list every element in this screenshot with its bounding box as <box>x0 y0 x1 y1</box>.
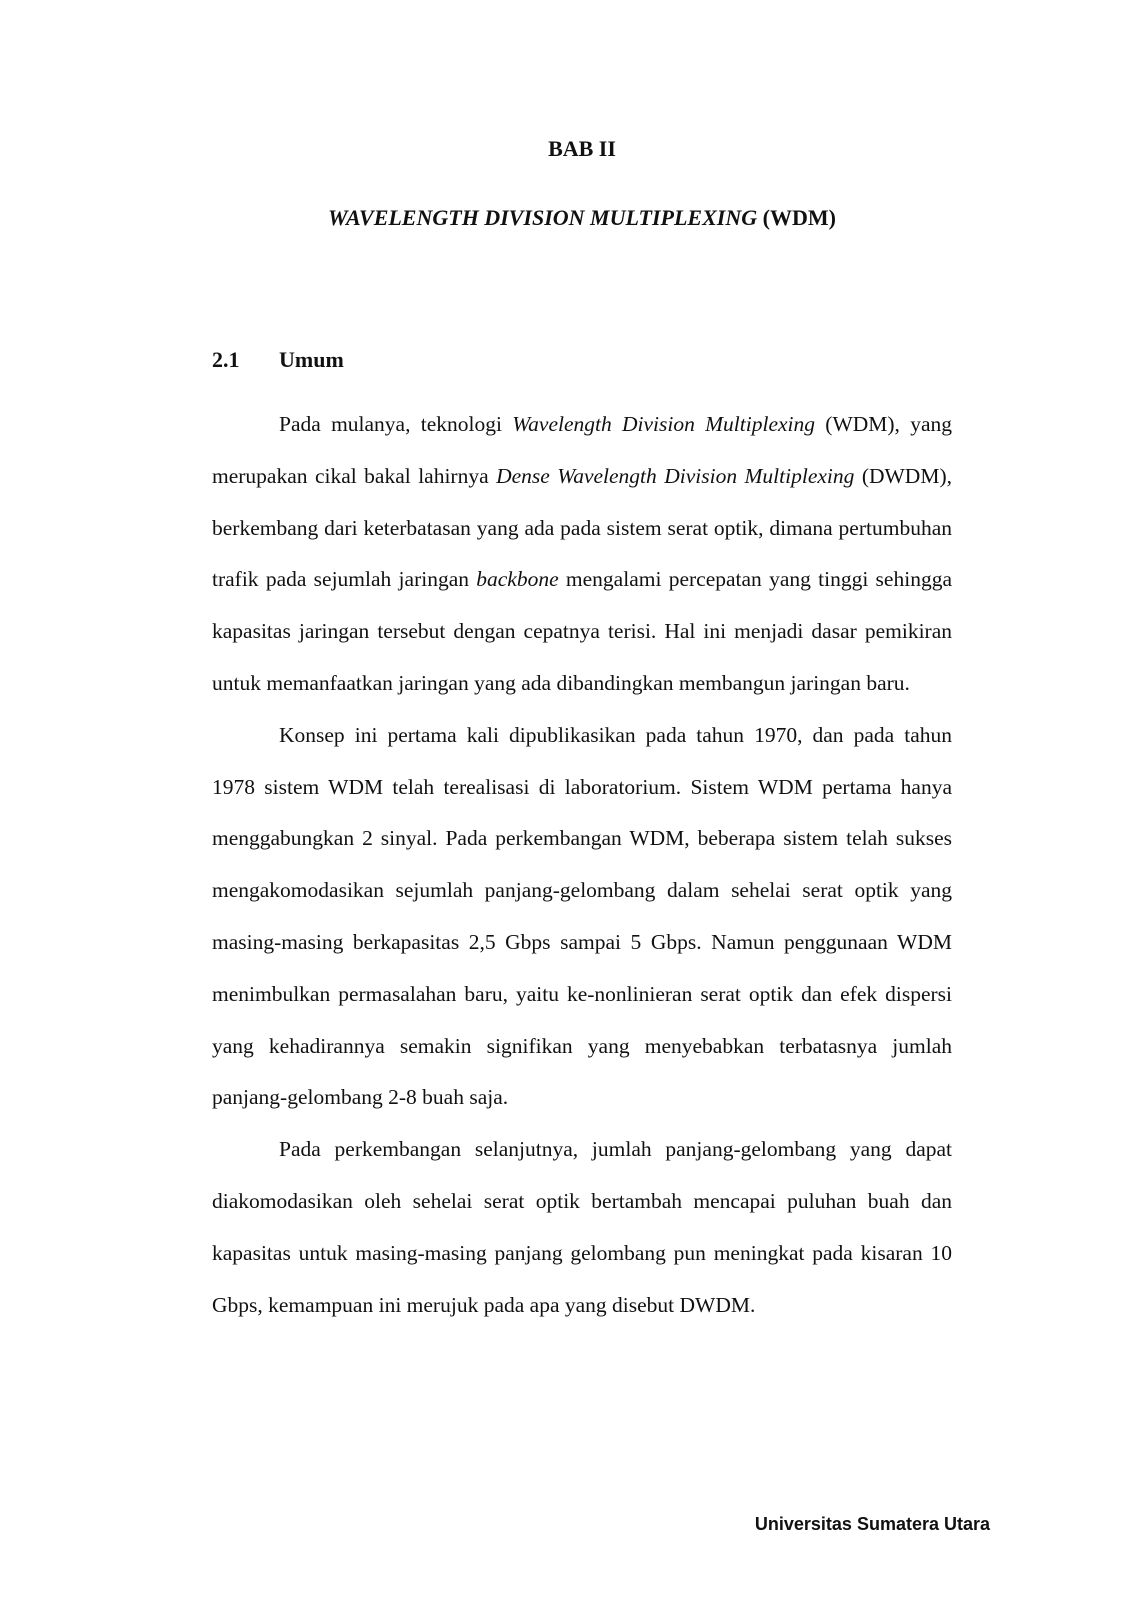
body-text <box>212 399 952 1331</box>
paragraph-1-part-g: mengalami percepatan yang tinggi sehingga kapasitas jaringan tersebut dengan cepatnya terisi. Hal ini menjadi dasar pemikiran untuk memanfaatkan jaringan yang ada dibandingkan membangun jaringan baru. <box>212 567 952 695</box>
paragraph-1-part-e: (DWDM), berkembang dari keterbatasan yang ada pada sistem serat optik, dimana pertumbuhan trafik pada sejumlah jaringan <box>212 463 952 592</box>
paragraph-1-part-a: Pada mulanya, teknologi <box>279 412 513 436</box>
chapter-title-italic: WAVELENGTH DIVISION MULTIPLEXING <box>328 205 758 230</box>
paragraph-1-part-c: (WDM), yang merupakan cikal bakal lahirnya <box>212 412 952 488</box>
chapter-title <box>212 203 952 233</box>
section-number: 2.1 <box>212 347 240 372</box>
chapter-label: BAB II <box>548 136 616 161</box>
paragraph-3: Pada perkembangan selanjutnya, jumlah panjang-gelombang yang dapat diakomodasikan oleh sehelai serat optik bertambah mencapai puluhan buah dan kapasitas untuk masing-masing panjang gelombang pun meningkat pada kisaran 10 Gbps, kemampuan ini merujuk pada apa yang disebut DWDM. <box>212 1137 952 1317</box>
paragraph-1 <box>212 399 952 710</box>
chapter-title-abbrev: (WDM) <box>757 205 836 230</box>
paragraph-1-term-wdm: Wavelength Division Multiplexing <box>512 412 816 436</box>
paragraph-1-term-dwdm: Dense Wavelength Division Multiplexing <box>496 463 855 488</box>
section-title: Umum <box>279 347 344 372</box>
section-heading <box>212 345 344 375</box>
paragraph-2: Konsep ini pertama kali dipublikasikan pada tahun 1970, dan pada tahun 1978 sistem WDM telah terealisasi di laboratorium. Sistem WDM pertama hanya menggabungkan 2 sinyal. Pada perkembangan WDM, beberapa sistem telah sukses mengakomodasikan sejumlah panjang-gelombang dalam sehelai serat optik yang masing-masing berkapasitas 2,5 Gbps sampai 5 Gbps. Namun penggunaan WDM menimbulkan permasalahan baru, yaitu ke-nonlinieran serat optik dan efek dispersi yang kehadirannya semakin signifikan yang menyebabkan terbatasnya jumlah panjang-gelombang 2-8 buah saja. <box>212 722 952 1110</box>
footer-institution: Universitas Sumatera Utara <box>754 1514 990 1534</box>
paragraph-1-term-backbone: backbone <box>476 567 559 592</box>
